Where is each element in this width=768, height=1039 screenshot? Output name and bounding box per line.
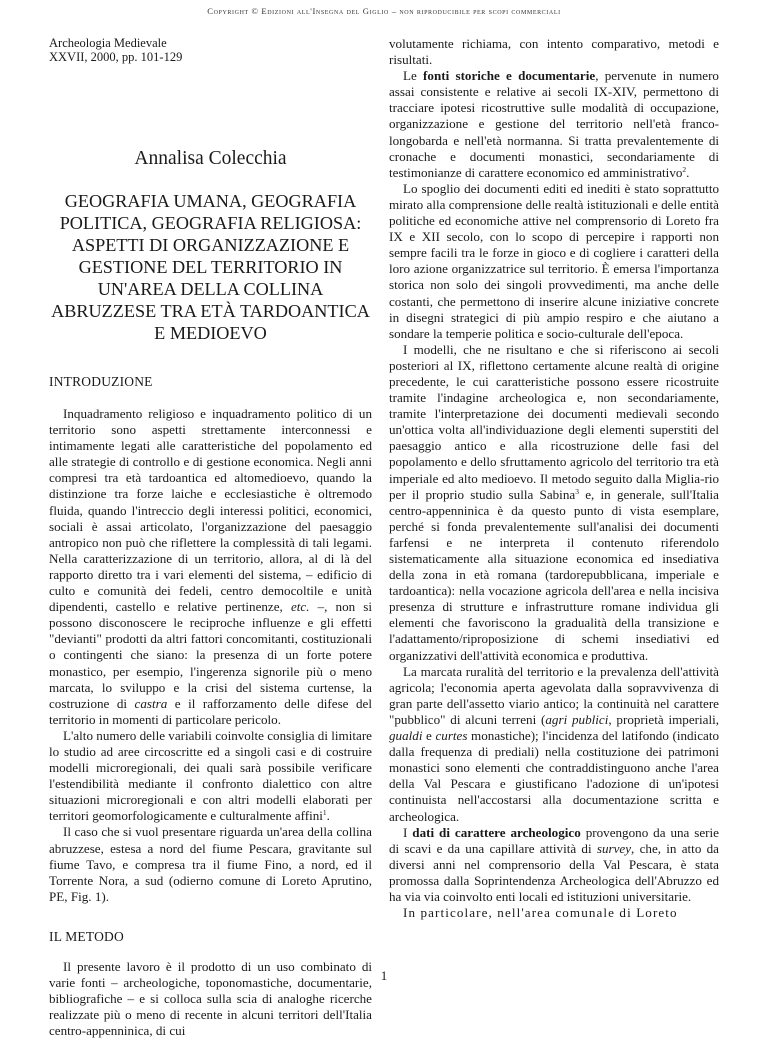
paragraph: L'alto numero delle variabili coinvolte consiglia di limitare lo studio ad aree circoscritte ed a singoli casi e di costruire modelli microregionali, dei quali sarà possibile verificare l'estendibilità mediante il confronto dialettico con altre situazioni microregionali e con altri modelli elaborati per territori geomorfologicamente e culturalmente affini$^1$. [49,727,372,824]
footnote-ref[interactable]: 3 [575,486,579,496]
footnote-ref[interactable]: 2 [682,164,687,174]
left-column [49,36,372,1039]
page-number: 1 [380,968,388,983]
paragraph: La marcata ruralità del territorio e la prevalenza dell'attività agricola; l'economia aperta agevolata dalla sopravvivenza di gran parte dell'assetto viario antico; la continuità nel carattere "pubblico" di alcuni terreni (agri publici, proprietà imperiali, gualdi e curtes monastiche); l'incidenza del latifondo (indicato dalla frequenza di prediali) nella costituzione dei patrimoni monastici sono elementi che contraddistinguono anche l'area della Val Pescara e giustificano l'adozione di un'ipotesi continuista nell'accostarsi alla documentazione scritta e archeologica. [389,663,720,824]
article-title: GEOGRAFIA UMANA, GEOGRAFIA POLITICA, GEOGRAFIA RELIGIOSA: ASPETTI DI ORGANIZZAZIONE E GESTIONE DEL TERRITORIO IN UN'AREA DELLA COLLINA ABRUZZESE TRA ETÀ TARDOANTICA E MEDIOEVO [51,191,370,343]
footnote-ref[interactable]: 1 [322,808,327,818]
paragraph: Il presente lavoro è il prodotto di un uso combinato di varie fonti – archeologiche, toponomastiche, documentarie, bibliografiche – e si colloca sulla scia di analoghe ricerche realizzate più o meno di recente in alcuni territori dell'Italia centro-appenninica, di cui [49,958,372,1039]
paragraph: volutamente richiama, con intento comparativo, metodi e risultati. [389,36,719,68]
paragraph: I modelli, che ne risultano e che si riferiscono ai secoli posteriori al IX, riflettono certamente alcune realtà di origine precedente, le cui caratteristiche possono essere ricostruite tramite l'indagine archeologica e, non secondariamente, tramite l'interpretazione dei documenti medievali secondo un'ottica volta all'individuazione degli elementi superstiti del paesaggio antico e alla ricostruzione delle fasi del popolamento e dello sfruttamento agricolo del territorio tra età imperiale ed alto medioevo. Il metodo seguito dalla Miglia-rio per il proprio studio sulla Sabina$^3$ e, in generale, sull'Italia centro-appenninica è da questo punto di vista esemplare, perché si fonda prevalentemente sull'analisi dei documenti farfensi e ne interpreta il contenuto riferendolo sistematicamente alla situazione economica ed insediativa della zona in età romana (tardorepubblicana, imperiale e tardoantica): nella vocazione agricola dell'area e nella incisiva presenza di strutture e infrastrutture romane individua gli elementi che favoriscono la gradualità della transizione e l'adattamento/riproposizione di schemi insediativi ed organizzativi dell'attività economica e produttiva. [389,341,719,663]
section-heading-introduzione: INTRODUZIONE [49,374,153,389]
author-name: Annalisa Colecchia [134,148,287,169]
paragraph: Il caso che si vuol presentare riguarda un'area della collina abruzzese, estesa a nord del fiume Pescara, gravitante sul fiume Tavo, e compresa tra il fiume Fino, a nord, ed il Torrente Nora, a sud (odierno comune di Loreto Aprutino, PE, Fig. 1). [49,824,372,904]
journal-issue: XXVII, 2000, pp. 101-129 [49,50,183,64]
journal-name: Archeologia Medievale [49,36,167,50]
copyright-notice: Copyright © Edizioni all'Insegna del Giglio – non riproducibile per scopi commerciali [207,6,561,16]
paragraph: Lo spoglio dei documenti editi ed inediti è stato soprattutto mirato alla comprensione delle realtà istituzionali e delle entità politiche ed economiche attive nel comprensorio di Loreto fra IX e XII secolo, con lo scopo di percepire i rapporti non sempre facili tra le forze in gioco e di cogliere i caratteri della loro azione organizzatrice sul territorio. È emersa l'importanza storica non solo dei singoli provvedimenti, ma anche delle costanti, che permettono di inserire alcune iniziative concrete in disegni strategici di più ampio respiro e che aiutano a sondare la temperie politica e socio-culturale dell'epoca. [389,180,719,341]
paragraph: I dati di carattere archeologico provengono da una serie di scavi e da una capillare attività di survey, che, in atto da diversi anni nel comprensorio della Val Pescara, è stata promossa dalla Soprintendenza Archeologica dell'Abruzzo ed ha via via coinvolto enti locali ed istituzioni universitarie. [389,824,719,904]
right-column [389,36,719,921]
paragraph: Le fonti storiche e documentarie, pervenute in numero assai consistente e relative ai secoli IX-XIV, permettono di tracciare ipotesi ricostruttive sulle modalità di occupazione, organizzazione e gestione del territorio nell'età franco-longobarda e nell'età normanna. Si tratta prevalentemente di cronache e documenti monastici, secondariamente di testimonianze di carattere economico ed amministrativo$^2$. [389,68,719,180]
paragraph: Inquadramento religioso e inquadramento politico di un territorio sono aspetti strettamente interconnessi e intimamente legati alle caratteristiche del popolamento ed alle strategie di controllo e di gestione economica. Negli anni compresi tra età tardoantica ed altomedioevo, quando la distinzione tra forze laiche e ecclesiastiche è oltremodo fluida, quando l'intreccio degli interessi politici, economici, sociali è assai articolato, l'organizzazione del paesaggio antropico non può che riflettere la complessità di tali legami. Nella caratterizzazione di un territorio, allora, al di là del rapporto diretto tra i vari elementi del sistema, – edificio di culto e comunità dei fedeli, centro democoltile e unità dipendenti, castello e relative pertinenze, etc. –, non si possono disconoscere le reciproche influenze e gli effetti "devianti" prodotti da altri fattori concomitanti, costituzionali o contingenti che siano: la presenza di un forte potere monastico, per esempio, l'ingerenza signorile più o meno marcata, lo sviluppo e la crisi del sistema curtense, la costruzione di castra e il rafforzamento delle difese del territorio in momenti di particolare pericolo. [49,406,372,727]
journal-info [49,36,372,64]
section-heading-metodo: IL METODO [49,928,124,944]
paragraph: In particolare, nell'area comunale di Loreto [403,905,678,921]
